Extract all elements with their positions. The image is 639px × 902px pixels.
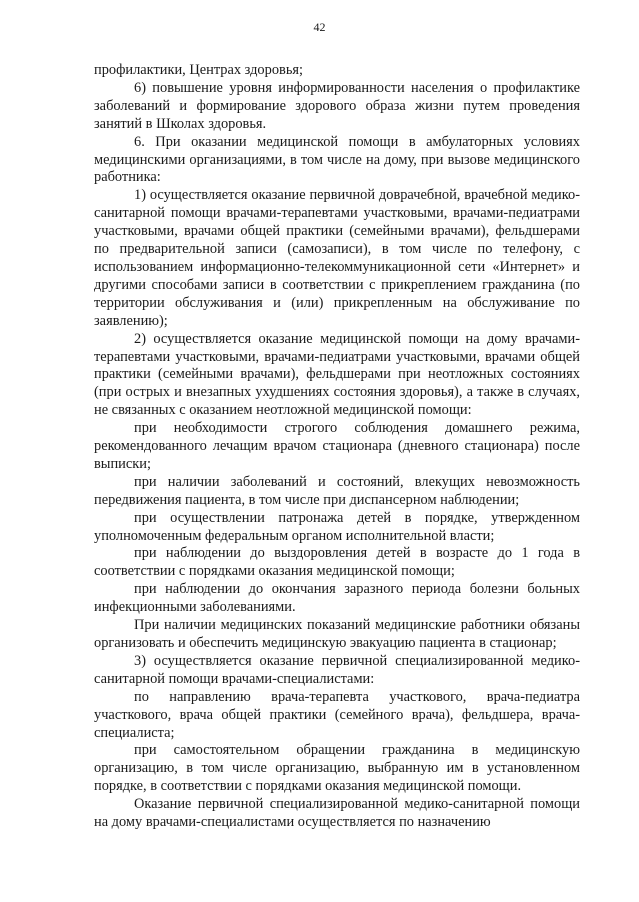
page-number: 42 [313, 20, 326, 34]
paragraph: при наличии заболеваний и состояний, влекущих невозможность передвижения пациента, в том числе при диспансерном наблюдении; [94, 473, 580, 508]
paragraph: 3) осуществляется оказание первичной специализированной медико-санитарной помощи врачами-специалистами: [94, 652, 580, 687]
paragraph: при самостоятельном обращении гражданина в медицинскую организацию, в том числе организацию, выбранную им в установленном порядке, в соответствии с порядками оказания медицинской помощи. [94, 742, 580, 795]
paragraph: При наличии медицинских показаний медицинские работники обязаны организовать и обеспечить медицинскую эвакуацию пациента в стационар; [94, 617, 580, 651]
document-body [94, 62, 580, 832]
paragraph: по направлению врача-терапевта участкового, врача-педиатра участкового, врача общей практики (семейного врача), фельдшера, врача-специалиста; [94, 688, 580, 741]
paragraph: 2) осуществляется оказание медицинской помощи на дому врачами-терапевтами участковыми, врачами-педиатрами участковыми, врачами общей практики (семейными врачами), фельдшерами при неотложных состояниях (при острых и внезапных ухудшениях состояния здоровья), а также в случаях, не связанных с оказанием неотложной медицинской помощи: [94, 330, 580, 419]
paragraph: 6) повышение уровня информированности населения о профилактике заболеваний и формирование здорового образа жизни путем проведения занятий в Школах здоровья. [94, 79, 580, 132]
paragraph: профилактики, Центрах здоровья; [94, 62, 303, 78]
paragraph: 1) осуществляется оказание первичной доврачебной, врачебной медико-санитарной помощи врачами-терапевтами участковыми, врачами-педиатрами участковыми, врачами общей практики (семейными врачами), фельдшерами по предварительной записи (самозаписи), в том числе по телефону, с использованием информационно-телекоммуникационной сети «Интернет» и другими способами записи в соответствии с прикреплением гражданина (по территории обслуживания и (или) прикрепленным на обслуживание по заявлению); [94, 187, 580, 329]
paragraph: при осуществлении патронажа детей в порядке, утвержденном уполномоченным федеральным органом исполнительной власти; [94, 509, 580, 544]
paragraph: при наблюдении до выздоровления детей в возрасте до 1 года в соответствии с порядками оказания медицинской помощи; [94, 545, 580, 580]
paragraph: Оказание первичной специализированной медико-санитарной помощи на дому врачами-специалистами осуществляется по назначению [94, 796, 580, 831]
paragraph: 6. При оказании медицинской помощи в амбулаторных условиях медицинскими организациями, в том числе на дому, при вызове медицинского работника: [94, 133, 580, 186]
paragraph: при наблюдении до окончания заразного периода болезни больных инфекционными заболеваниями. [94, 581, 580, 616]
paragraph: при необходимости строгого соблюдения домашнего режима, рекомендованного лечащим врачом стационара (дневного стационара) после выписки; [94, 420, 580, 472]
